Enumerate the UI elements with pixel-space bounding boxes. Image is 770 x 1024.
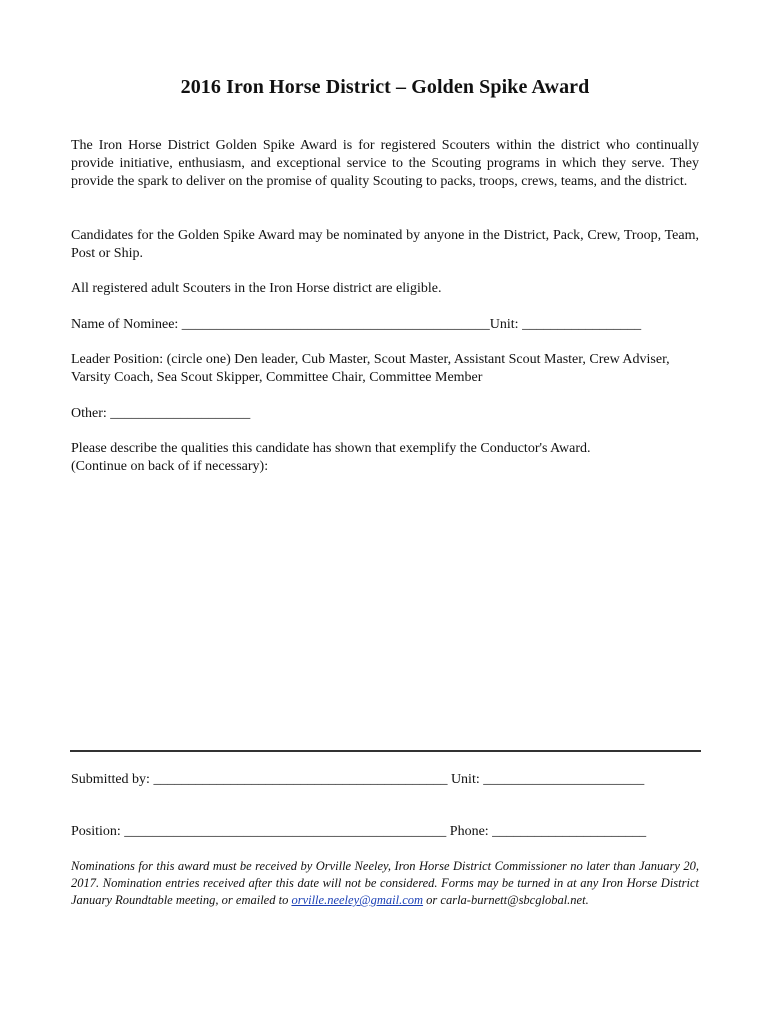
position-phone-field[interactable]: Position: ______________________________________________ Phone: ______________________ (71, 824, 647, 839)
description-divider (70, 750, 701, 752)
other-position-field[interactable]: Other: ____________________ (71, 406, 251, 421)
document-title: 2016 Iron Horse District – Golden Spike Award (180, 76, 590, 98)
note-text-start: Nominations for this award must be received by Orville Neeley, Iron Horse District Commissioner no later than January 20, 2017. Nomination entries received after this date will not be considered. Forms may be turned in at any Iron Horse District January Roundtable meeting, or emailed to (71, 859, 699, 907)
leader-position-options: Leader Position: (circle one) Den leader, Cub Master, Scout Master, Assistant Scout Master, Crew Adviser, Varsity Coach, Sea Scout Skipper, Committee Chair, Committee Member (71, 352, 670, 385)
eligibility-paragraph: All registered adult Scouters in the Iron Horse district are eligible. (71, 281, 442, 296)
nominee-field[interactable]: Name of Nominee: ____________________________________________Unit: _________________ (71, 317, 642, 332)
submitted-by-field[interactable]: Submitted by: __________________________________________ Unit: _______________________ (71, 772, 645, 787)
describe-continue-note: (Continue on back of if necessary): (71, 459, 269, 474)
email-link[interactable]: orville.neeley@gmail.com (291, 893, 424, 907)
submission-note (71, 858, 699, 909)
candidates-paragraph: Candidates for the Golden Spike Award may be nominated by anyone in the District, Pack, Crew, Troop, Team, Post or Ship. (71, 228, 699, 261)
describe-prompt: Please describe the qualities this candidate has shown that exemplify the Conductor's Award. (71, 441, 591, 456)
intro-paragraph: The Iron Horse District Golden Spike Award is for registered Scouters within the district who continually provide initiative, enthusiasm, and exceptional service to the Scouting programs in which they serve. They provide the spark to deliver on the promise of quality Scouting to packs, troops, crews, teams, and the district. (71, 138, 699, 189)
note-text-end: or carla-burnett@sbcglobal.net. (423, 893, 589, 907)
